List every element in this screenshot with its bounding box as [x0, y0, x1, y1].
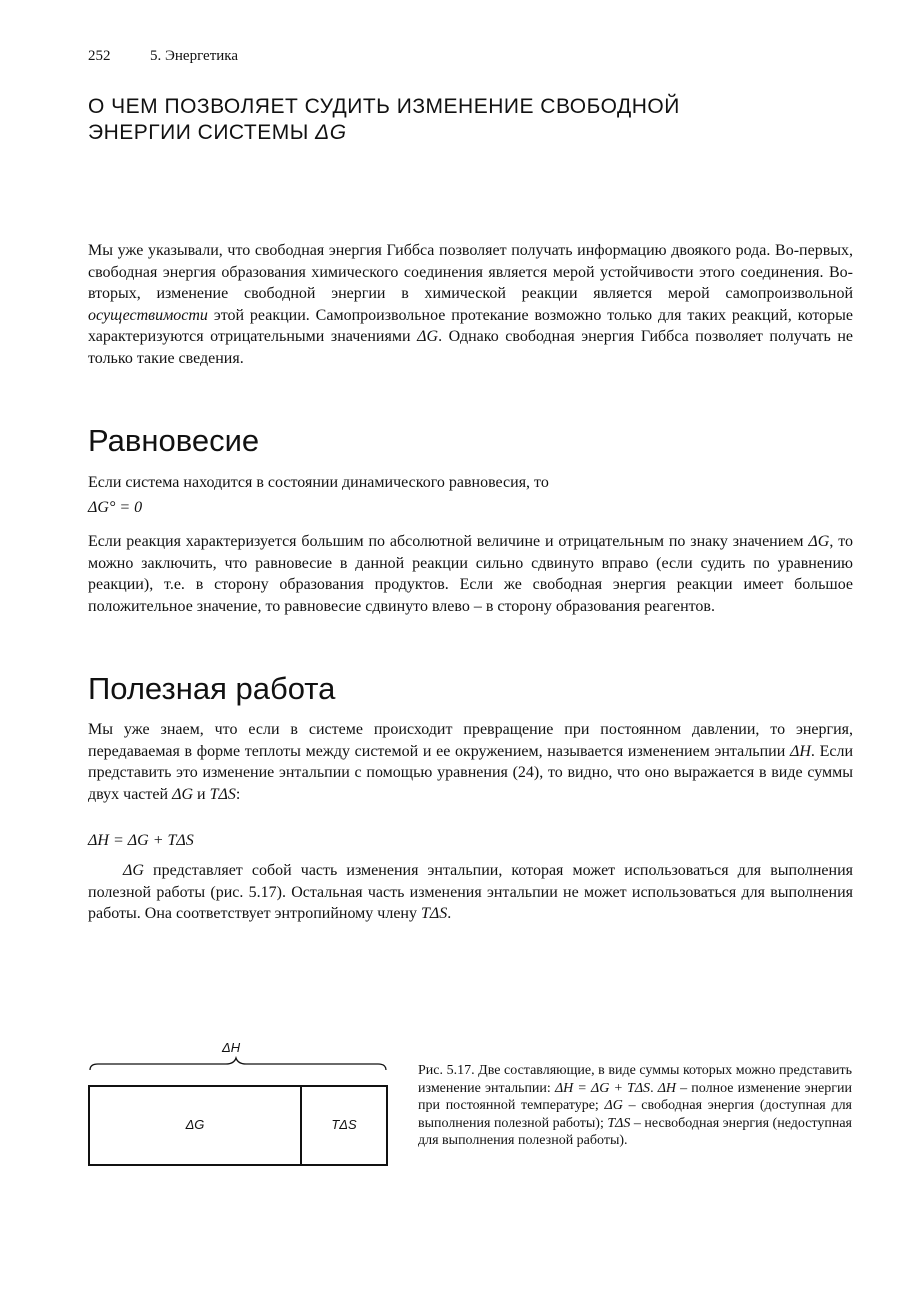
equation-dg0: ΔG° = 0 — [88, 499, 143, 516]
equilibrium-paragraph-2 — [88, 531, 853, 617]
intro-text-a: Мы уже указывали, что свободная энергия Гиббса позволяет получать информацию двоякого рода. Во-первых, свободная энергия образования химического соединения является мерой устойчивости этого соединения. Во-вторых, изменение свободной энергии в химической реакции является мерой самопроизвольной — [88, 242, 853, 303]
caption-text-d: – свободная энергия (доступная для выполнения полезной работы); — [418, 1098, 852, 1131]
intro-emphasis: осуществимости — [88, 306, 208, 324]
delta-g-box — [88, 1085, 302, 1166]
delta-g-symbol: ΔG — [315, 121, 347, 144]
eq-p2-text-a: Если реакция характеризуется большим по абсолютной величине и отрицательным по знаку значением — [88, 533, 809, 550]
figure-caption — [418, 1062, 852, 1150]
t-delta-s-box-label: TΔS — [331, 1117, 357, 1132]
intro-text-c: этой реакции. Самопроизвольное протекание возможно только для таких реакций, которые характеризуются отрицательными значениями — [88, 306, 853, 346]
running-head — [88, 48, 238, 65]
caption-sym-dh: ΔH — [657, 1080, 677, 1096]
eq-p2-text-b: , то можно заключить, что равновесие в данной реакции сильно сдвинуто вправо (если судить по уравнению реакции), т.е. в сторону образования продуктов. Если же свободная энергия реакции имеет большое положительное значение, то равновесие сдвинуто влево – в сторону образования реагентов. — [88, 533, 854, 615]
chapter-title: 5. Энергетика — [150, 48, 239, 64]
uw-p1-sym-tds: TΔS — [209, 785, 236, 803]
section-title — [88, 94, 848, 146]
t-delta-s-box — [300, 1085, 388, 1166]
useful-work-paragraph-1 — [88, 719, 853, 805]
intro-paragraph — [88, 240, 853, 370]
intro-text-e: . Однако свободная энергия Гиббса позволяет получать не только такие сведения. — [88, 328, 853, 367]
enthalpy-diagram — [86, 1040, 390, 1172]
page-number: 252 — [88, 48, 111, 64]
delta-g-box-label: ΔG — [185, 1117, 205, 1132]
brace-label: ΔH — [222, 1040, 241, 1055]
uw-p2-text-a: представляет собой часть изменения энтальпии, которая может использоваться для выполнения полезной работы (рис. 5.17). Остальная часть изменения энтальпии не может использоваться для выполнения работы. Она соответствует энтропийному члену — [88, 862, 853, 923]
uw-p1-sym-dh: ΔH — [789, 742, 811, 760]
heading-useful-work: Полезная работа — [88, 671, 336, 706]
uw-p2-sym-tds: TΔS — [421, 905, 448, 923]
section-title-text: ЭНЕРГИИ СИСТЕМЫ — [88, 121, 316, 144]
equilibrium-paragraph-1: Если система находится в состоянии динамического равновесия, то — [88, 474, 549, 491]
heading-equilibrium: Равновесие — [88, 423, 260, 458]
caption-text-b: . — [650, 1080, 658, 1096]
uw-p1-sym-dg: ΔG — [172, 785, 194, 803]
uw-p2-sym-dg: ΔG — [123, 862, 144, 879]
caption-text-e: – несвободная энергия (недоступная для выполнения полезной работы). — [418, 1115, 852, 1148]
caption-sym-tds: TΔS — [607, 1115, 631, 1131]
caption-sym-dg: ΔG — [604, 1098, 623, 1113]
enthalpy-equation — [88, 831, 194, 851]
useful-work-paragraph-2 — [88, 860, 853, 925]
brace-icon — [86, 1056, 390, 1082]
section-title-line-1: О ЧЕМ ПОЗВОЛЯЕТ СУДИТЬ ИЗМЕНЕНИЕ СВОБОДНОЙ — [88, 95, 680, 118]
uw-p1-text-d: : — [235, 785, 241, 803]
uw-p1-text-a: Мы уже знаем, что если в системе происходит превращение при постоянном давлении, то энергия, передаваемая в форме теплоты между системой и ее окружением, называется изменением энтальпии — [88, 721, 853, 760]
caption-equation: ΔH = ΔG + TΔS — [554, 1080, 651, 1096]
equation-dh: ΔH = ΔG + TΔS — [88, 832, 194, 849]
section-title-line-2 — [88, 120, 848, 146]
uw-p1-text-b: . Если представить это изменение энтальпии с помощью уравнения (24), то видно, что оно выражается в виде суммы двух частей — [88, 742, 854, 803]
equilibrium-equation — [88, 498, 142, 518]
uw-p2-text-b: . — [447, 905, 452, 923]
caption-text-a: Рис. 5.17. Две составляющие, в виде суммы которых можно представить изменение энтальпии: — [418, 1063, 852, 1096]
caption-text-c: – полное изменение энергии при постоянной температуре; — [418, 1080, 852, 1113]
uw-p1-text-c: и — [193, 785, 210, 803]
eq-p2-symbol: ΔG — [808, 533, 830, 550]
intro-symbol: ΔG — [417, 328, 439, 346]
